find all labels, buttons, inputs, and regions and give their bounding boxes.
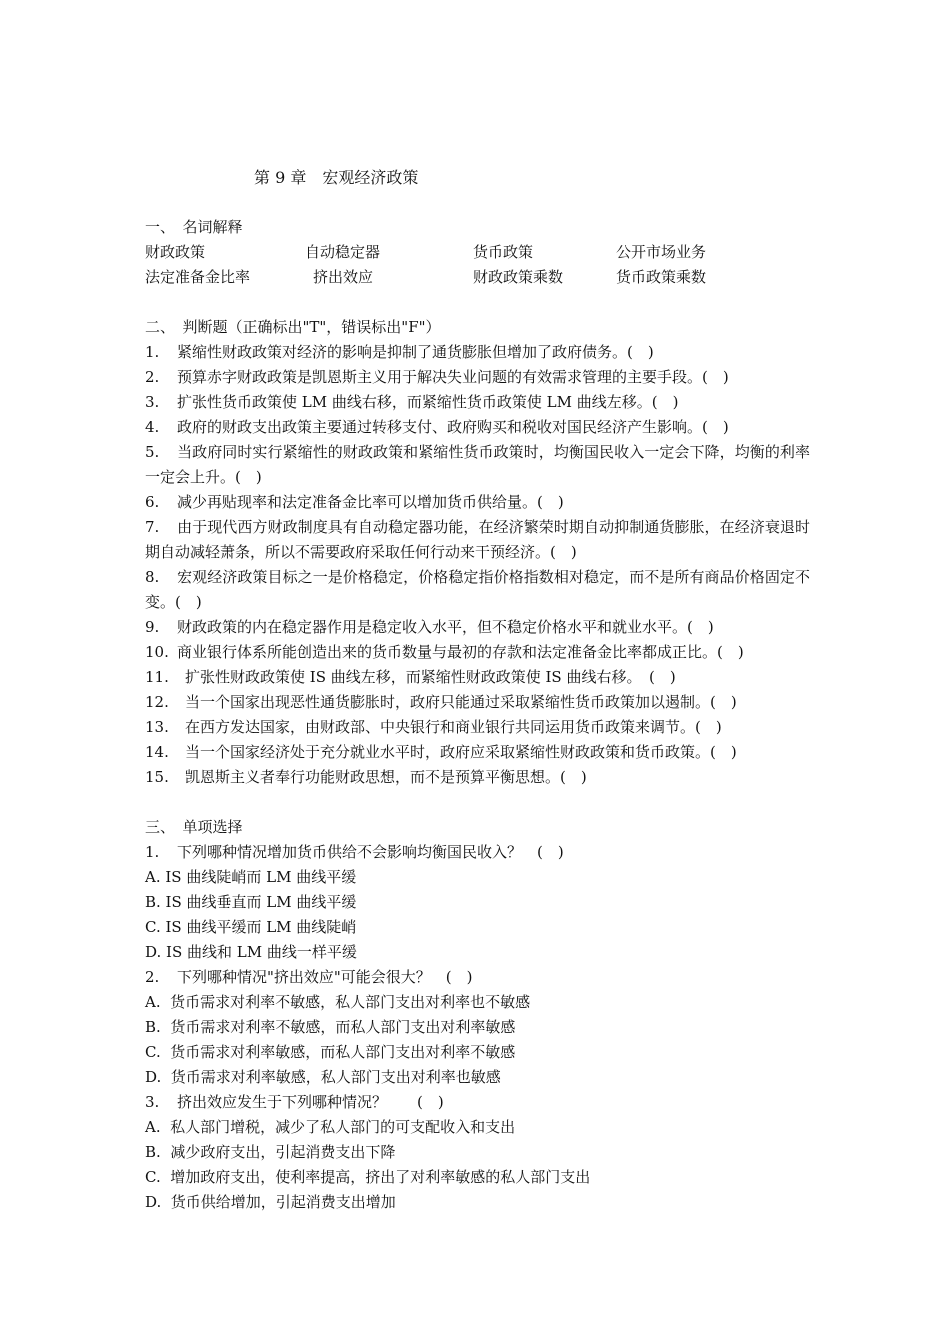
item-number: 8. [145,568,160,586]
term-list [145,240,810,290]
true-false-item [145,715,810,740]
true-false-item [145,740,810,765]
item-number: 2. [145,368,160,386]
term: 财政政策乘数 [473,268,564,286]
item-text: 当政府同时实行紧缩性的财政政策和紧缩性货币政策时，均衡国民收入一定会下降，均衡的利率一定会上升。( ) [145,443,810,486]
term: 财政政策 [145,243,206,261]
chapter-title: 第 9 章 宏观经济政策 [254,168,419,187]
true-false-item [145,690,810,715]
question-number: 1. [145,843,160,861]
true-false-item [145,365,810,390]
item-number: 9. [145,618,160,636]
section-3-heading: 三、 单项选择 [145,818,243,836]
section-1-heading: 一、 名词解释 [145,218,243,236]
term: 货币政策乘数 [616,268,707,286]
true-false-item [145,640,810,665]
true-false-item [145,440,810,490]
item-number: 3. [145,393,160,411]
item-text: 宏观经济政策目标之一是价格稳定，价格稳定指价格指数相对稳定，而不是所有商品价格固定不变。( ) [145,568,810,611]
item-number: 15. [145,768,169,786]
section-2-heading: 二、 判断题（正确标出"T"，错误标出"F"） [145,318,441,336]
answer-option: D. 货币需求对利率敏感，私人部门支出对利率也敏感 [145,1068,501,1086]
item-text: 预算赤字财政政策是凯恩斯主义用于解决失业问题的有效需求管理的主要手段。( ) [177,368,729,386]
answer-option: A. 货币需求对利率不敏感，私人部门支出对利率也不敏感 [145,993,531,1011]
term: 货币政策 [473,243,534,261]
true-false-item [145,765,810,790]
item-number: 10. [145,643,169,661]
question [145,1090,810,1115]
item-text: 当一个国家出现恶性通货膨胀时，政府只能通过采取紧缩性货币政策加以遏制。( ) [185,693,737,711]
true-false-item [145,415,810,440]
item-number: 14. [145,743,169,761]
item-text: 当一个国家经济处于充分就业水平时，政府应采取紧缩性财政政策和货币政策。( ) [185,743,737,761]
question [145,965,810,990]
item-text: 财政政策的内在稳定器作用是稳定收入水平，但不稳定价格水平和就业水平。( ) [177,618,714,636]
question-number: 3. [145,1093,160,1111]
true-false-item [145,665,810,690]
item-text: 由于现代西方财政制度具有自动稳定器功能，在经济繁荣时期自动抑制通货膨胀，在经济衰退时期自动减轻萧条，所以不需要政府采取任何行动来干预经济。( ) [145,518,810,561]
answer-option: D. IS 曲线和 LM 曲线一样平缓 [145,943,357,961]
item-number: 11. [145,668,169,686]
question-number: 2. [145,968,160,986]
item-text: 紧缩性财政政策对经济的影响是抑制了通货膨胀但增加了政府债务。( ) [177,343,654,361]
item-text: 凯恩斯主义者奉行功能财政思想，而不是预算平衡思想。( ) [185,768,587,786]
true-false-item [145,490,810,515]
answer-option: D. 货币供给增加，引起消费支出增加 [145,1193,396,1211]
item-text: 扩张性货币政策使 LM 曲线右移，而紧缩性货币政策使 LM 曲线左移。( ) [177,393,679,411]
question-text: 下列哪种情况增加货币供给不会影响均衡国民收入？ ( ) [177,843,564,861]
item-number: 12. [145,693,169,711]
item-text: 扩张性财政政策使 IS 曲线左移，而紧缩性财政政策使 IS 曲线右移。 ( ) [185,668,676,686]
term: 挤出效应 [313,268,374,286]
item-number: 6. [145,493,160,511]
term: 法定准备金比率 [145,268,251,286]
question-text: 下列哪种情况"挤出效应"可能会很大？ ( ) [177,968,473,986]
term: 自动稳定器 [305,243,381,261]
true-false-item [145,390,810,415]
item-number: 5. [145,443,160,461]
item-number: 7. [145,518,160,536]
true-false-item [145,340,810,365]
true-false-item [145,565,810,615]
true-false-item [145,615,810,640]
item-number: 4. [145,418,160,436]
question-text: 挤出效应发生于下列哪种情况？ ( ) [177,1093,444,1111]
answer-option: A. IS 曲线陡峭而 LM 曲线平缓 [145,868,357,886]
answer-option: A. 私人部门增税，减少了私人部门的可支配收入和支出 [145,1118,516,1136]
true-false-item [145,515,810,565]
item-text: 在西方发达国家，由财政部、中央银行和商业银行共同运用货币政策来调节。( ) [185,718,722,736]
item-number: 13. [145,718,169,736]
answer-option: C. 货币需求对利率敏感，而私人部门支出对利率不敏感 [145,1043,516,1061]
answer-option: B. IS 曲线垂直而 LM 曲线平缓 [145,893,357,911]
question [145,840,810,865]
answer-option: C. 增加政府支出，使利率提高，挤出了对利率敏感的私人部门支出 [145,1168,591,1186]
term: 公开市场业务 [616,243,707,261]
answer-option: B. 货币需求对利率不敏感，而私人部门支出对利率敏感 [145,1018,516,1036]
answer-option: B. 减少政府支出，引起消费支出下降 [145,1143,396,1161]
answer-option: C. IS 曲线平缓而 LM 曲线陡峭 [145,918,357,936]
item-text: 减少再贴现率和法定准备金比率可以增加货币供给量。( ) [177,493,564,511]
item-number: 1. [145,343,160,361]
item-text: 政府的财政支出政策主要通过转移支付、政府购买和税收对国民经济产生影响。( ) [177,418,729,436]
item-text: 商业银行体系所能创造出来的货币数量与最初的存款和法定准备金比率都成正比。( ) [177,643,744,661]
document-body [145,215,810,1215]
